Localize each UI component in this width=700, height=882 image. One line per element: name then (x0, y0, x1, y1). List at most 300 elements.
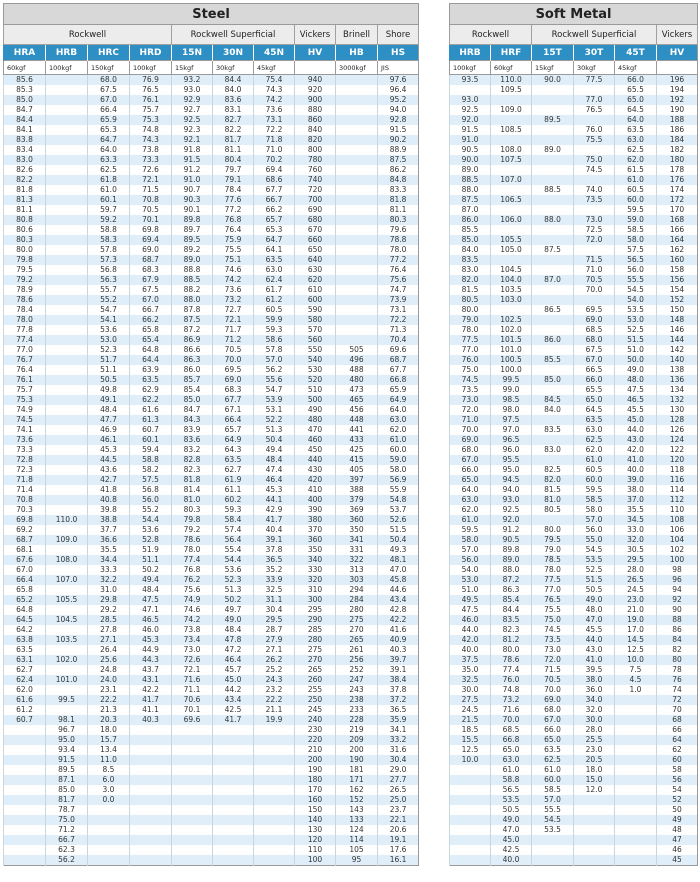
table-cell: 80.0 (532, 525, 574, 535)
table-cell: 60.1 (88, 195, 130, 205)
table-cell (46, 115, 88, 125)
table-cell: 68.7 (130, 255, 172, 265)
table-cell: 75.6 (172, 585, 213, 595)
table-cell (46, 165, 88, 175)
table-cell: 110 (657, 505, 698, 515)
table-cell (336, 285, 378, 295)
table-cell: 81.8 (4, 185, 46, 195)
table-cell: 47.0 (574, 615, 615, 625)
table-cell: 37.2 (378, 695, 419, 705)
table-cell: 73.0 (450, 395, 491, 405)
table-cell: 64.0 (615, 115, 657, 125)
table-row (450, 375, 698, 385)
table-row (450, 475, 698, 485)
table-row (4, 595, 419, 605)
soft-metal-column-header: HRF (491, 45, 532, 61)
table-cell: 55.6 (254, 375, 295, 385)
table-cell (46, 415, 88, 425)
table-cell: 83.6 (213, 95, 254, 105)
table-cell: 57.5 (615, 245, 657, 255)
table-cell: 46.9 (88, 425, 130, 435)
table-cell: 265 (336, 635, 378, 645)
table-row (450, 625, 698, 635)
table-cell: 77.5 (450, 335, 491, 345)
table-cell: 64.0 (88, 145, 130, 155)
table-cell (532, 265, 574, 275)
table-cell: 800 (295, 145, 336, 155)
table-cell (213, 795, 254, 805)
table-row (450, 365, 698, 375)
table-cell: 95.0 (46, 735, 88, 745)
table-cell: 82.2 (213, 125, 254, 135)
table-cell: 52.5 (615, 325, 657, 335)
table-cell: 33.0 (615, 525, 657, 535)
table-cell: 53.9 (254, 395, 295, 405)
table-cell (615, 845, 657, 855)
table-cell: 87.5 (450, 195, 491, 205)
table-row (450, 645, 698, 655)
table-cell (130, 795, 172, 805)
table-cell: 85.0 (4, 95, 46, 105)
table-cell: 97.5 (491, 415, 532, 425)
table-cell: 76.8 (213, 215, 254, 225)
table-cell: 58.4 (213, 515, 254, 525)
table-cell: 88.0 (532, 215, 574, 225)
table-cell (532, 285, 574, 295)
table-cell: 341 (336, 535, 378, 545)
steel-column-header-row (4, 45, 419, 61)
table-cell: 77.2 (213, 205, 254, 215)
table-cell: 71.2 (213, 335, 254, 345)
table-cell: 82.2 (4, 175, 46, 185)
table-cell: 64.8 (4, 605, 46, 615)
table-cell: 48.1 (378, 555, 419, 565)
table-cell: 73.2 (491, 695, 532, 705)
table-cell: 67.5 (130, 285, 172, 295)
table-cell (172, 765, 213, 775)
table-row (450, 245, 698, 255)
table-cell: 233 (336, 705, 378, 715)
table-cell: 74.9 (4, 405, 46, 415)
table-cell: 53.5 (615, 305, 657, 315)
table-cell: 38.0 (615, 485, 657, 495)
table-row (4, 825, 419, 835)
steel-column-header: HV (295, 45, 336, 61)
table-row (4, 765, 419, 775)
table-cell: 58.0 (574, 505, 615, 515)
table-cell: 63.1 (4, 655, 46, 665)
table-cell (46, 85, 88, 95)
table-row (450, 355, 698, 365)
table-cell (615, 765, 657, 775)
table-cell: 32.5 (450, 675, 491, 685)
table-cell: 41.7 (254, 515, 295, 525)
table-cell: 60.2 (213, 495, 254, 505)
table-row (450, 685, 698, 695)
table-cell: 74.2 (254, 95, 295, 105)
table-cell: 67.0 (532, 715, 574, 725)
table-cell: 80.3 (4, 235, 46, 245)
table-cell: 65.0 (532, 735, 574, 745)
table-cell: 27.1 (88, 635, 130, 645)
table-cell: 76.9 (130, 75, 172, 86)
table-cell: 49.5 (450, 595, 491, 605)
table-row (4, 335, 419, 345)
table-cell: 63.8 (4, 635, 46, 645)
table-cell: 152 (336, 795, 378, 805)
table-cell: 47.7 (88, 415, 130, 425)
table-cell: 320 (295, 575, 336, 585)
table-cell (172, 735, 213, 745)
table-row (450, 535, 698, 545)
table-cell (615, 835, 657, 845)
table-cell: 10.0 (615, 655, 657, 665)
table-cell (574, 815, 615, 825)
table-cell: 66.7 (130, 305, 172, 315)
soft-group-vickers: Vickers (657, 25, 698, 45)
table-cell: 109.0 (491, 105, 532, 115)
table-cell: 69.0 (574, 315, 615, 325)
table-cell: 96.5 (491, 435, 532, 445)
table-cell: 59.9 (254, 315, 295, 325)
table-cell: 550 (295, 345, 336, 355)
table-cell: 53.0 (615, 315, 657, 325)
table-cell: 69.5 (213, 365, 254, 375)
table-cell: 40.0 (450, 645, 491, 655)
table-cell: 62.9 (130, 385, 172, 395)
table-cell: 30.0 (450, 685, 491, 695)
table-cell: 56.2 (46, 855, 88, 866)
table-cell: 51.5 (378, 525, 419, 535)
table-cell: 72.5 (574, 225, 615, 235)
table-cell: 46.4 (213, 655, 254, 665)
table-cell (88, 835, 130, 845)
table-cell (46, 255, 88, 265)
table-cell (532, 295, 574, 305)
table-cell (46, 75, 88, 86)
table-cell: 496 (336, 355, 378, 365)
table-cell: 83.3 (378, 185, 419, 195)
table-cell: 51.0 (450, 585, 491, 595)
table-cell: 397 (336, 475, 378, 485)
table-cell: 78.4 (213, 185, 254, 195)
table-cell: 65.4 (130, 335, 172, 345)
table-cell: 331 (336, 545, 378, 555)
table-cell (46, 335, 88, 345)
table-cell: 67.1 (213, 405, 254, 415)
table-cell: 102.0 (491, 325, 532, 335)
table-row (4, 495, 419, 505)
table-cell: 76.7 (4, 355, 46, 365)
table-row (450, 775, 698, 785)
table-cell: 820 (295, 135, 336, 145)
table-row (4, 465, 419, 475)
table-row (4, 585, 419, 595)
table-cell: 64.2 (4, 625, 46, 635)
table-cell (336, 245, 378, 255)
table-cell (532, 345, 574, 355)
table-cell: 39.1 (378, 665, 419, 675)
table-cell: 56 (657, 775, 698, 785)
table-cell: 37.7 (88, 525, 130, 535)
table-cell: 61.7 (254, 285, 295, 295)
table-cell: 90.0 (450, 155, 491, 165)
table-cell: 68.0 (532, 705, 574, 715)
table-cell: 57.4 (213, 525, 254, 535)
table-cell: 62.2 (130, 395, 172, 405)
table-cell: 87.8 (172, 305, 213, 315)
table-cell: 63.0 (574, 425, 615, 435)
table-cell: 49.4 (254, 445, 295, 455)
table-cell: 56.0 (574, 525, 615, 535)
table-cell: 53.5 (491, 795, 532, 805)
table-cell: 107.0 (491, 175, 532, 185)
table-cell: 49.0 (491, 815, 532, 825)
table-cell: 128 (657, 415, 698, 425)
table-cell (130, 785, 172, 795)
table-cell: 88.0 (450, 185, 491, 195)
table-cell: 63.5 (4, 645, 46, 655)
table-cell: 59.5 (574, 485, 615, 495)
table-cell: 50.4 (378, 535, 419, 545)
table-cell (532, 95, 574, 105)
table-cell: 55.0 (574, 535, 615, 545)
table-cell (4, 735, 46, 745)
table-cell: 200 (336, 745, 378, 755)
table-cell: 219 (336, 725, 378, 735)
table-cell: 500 (295, 395, 336, 405)
table-cell: 60 (657, 755, 698, 765)
table-cell (46, 105, 88, 115)
table-cell: 56.5 (491, 785, 532, 795)
table-cell: 192 (657, 95, 698, 105)
table-cell: 46.4 (254, 475, 295, 485)
table-cell: 100.5 (491, 355, 532, 365)
table-cell: 67.0 (88, 95, 130, 105)
table-cell: 23.7 (378, 805, 419, 815)
table-cell: 51.0 (615, 345, 657, 355)
table-cell: 22.2 (254, 695, 295, 705)
table-row (4, 695, 419, 705)
table-cell: 78.8 (378, 235, 419, 245)
table-row (450, 825, 698, 835)
table-cell: 75.5 (574, 135, 615, 145)
table-cell: 52.8 (130, 535, 172, 545)
table-cell: 27.8 (88, 625, 130, 635)
table-cell (532, 85, 574, 95)
steel-group-rockwell-superficial: Rockwell Superficial (172, 25, 295, 45)
table-cell: 73.3 (130, 155, 172, 165)
table-cell: 64.4 (130, 355, 172, 365)
table-cell: 49.4 (130, 575, 172, 585)
table-cell: 88.2 (172, 285, 213, 295)
table-row (4, 265, 419, 275)
table-cell: 72.1 (213, 315, 254, 325)
table-row (450, 235, 698, 245)
table-cell (336, 185, 378, 195)
table-cell: 75.3 (4, 395, 46, 405)
table-cell: 91.5 (46, 755, 88, 765)
table-cell: 47.5 (450, 605, 491, 615)
table-cell: 85.0 (46, 785, 88, 795)
table-row (450, 215, 698, 225)
table-cell: 88.8 (172, 265, 213, 275)
table-cell: 85.4 (491, 595, 532, 605)
table-cell: 310 (295, 585, 336, 595)
table-cell (172, 835, 213, 845)
table-cell: 94.0 (378, 105, 419, 115)
table-cell: 26.5 (615, 575, 657, 585)
table-cell: 340 (295, 555, 336, 565)
table-cell: 74.5 (532, 625, 574, 635)
table-cell: 29.8 (88, 595, 130, 605)
table-cell: 46.5 (130, 615, 172, 625)
table-cell: 44.0 (615, 425, 657, 435)
table-cell: 590 (295, 305, 336, 315)
table-cell: 124 (657, 435, 698, 445)
table-row (450, 565, 698, 575)
table-cell (450, 855, 491, 866)
table-cell: 32.0 (615, 535, 657, 545)
table-cell: 280 (336, 605, 378, 615)
table-cell: 82.6 (4, 165, 46, 175)
table-cell: 140 (657, 355, 698, 365)
table-cell: 252 (336, 665, 378, 675)
table-cell: 53.0 (88, 335, 130, 345)
table-cell: 76.5 (532, 595, 574, 605)
table-cell: 52.3 (213, 575, 254, 585)
table-cell: 80.6 (4, 225, 46, 235)
table-cell (46, 205, 88, 215)
table-cell: 166 (657, 225, 698, 235)
table-cell: 73.8 (130, 145, 172, 155)
table-row (4, 135, 419, 145)
table-row (4, 215, 419, 225)
table-cell: 74.6 (172, 605, 213, 615)
table-cell: 29.2 (88, 605, 130, 615)
table-cell: 80.3 (172, 505, 213, 515)
table-cell: 71.2 (46, 825, 88, 835)
table-cell: 45.5 (615, 405, 657, 415)
table-cell (46, 665, 88, 675)
table-cell (532, 175, 574, 185)
table-cell: 188 (657, 115, 698, 125)
table-cell: 58.8 (88, 225, 130, 235)
table-cell: 18.5 (450, 725, 491, 735)
steel-group-brinell: Brinell (336, 25, 378, 45)
table-cell: 118 (657, 465, 698, 475)
table-cell: 63.0 (615, 135, 657, 145)
table-cell: 45.7 (213, 665, 254, 675)
table-cell: 78.7 (46, 805, 88, 815)
table-cell: 238 (336, 695, 378, 705)
table-cell: 71.8 (254, 135, 295, 145)
table-row (4, 85, 419, 95)
table-row (4, 565, 419, 575)
table-row (4, 805, 419, 815)
table-cell (336, 265, 378, 275)
table-cell: 25.2 (254, 665, 295, 675)
table-cell: 35.2 (254, 565, 295, 575)
table-cell: 76.2 (172, 575, 213, 585)
table-cell: 40.0 (491, 855, 532, 866)
table-cell (615, 695, 657, 705)
table-cell: 12.0 (574, 785, 615, 795)
table-cell: 57.3 (88, 255, 130, 265)
table-cell: 54.0 (615, 295, 657, 305)
table-cell: 85.3 (4, 85, 46, 95)
table-cell: 84.8 (378, 175, 419, 185)
table-row (450, 415, 698, 425)
table-cell: 520 (295, 375, 336, 385)
table-cell: 154 (657, 285, 698, 295)
table-cell: 58.8 (130, 455, 172, 465)
table-cell: 36.0 (574, 685, 615, 695)
table-cell (46, 625, 88, 635)
table-row (4, 845, 419, 855)
table-cell: 14.5 (615, 635, 657, 645)
table-cell: 60.5 (254, 305, 295, 315)
table-cell: 100.0 (491, 365, 532, 375)
steel-column-header: 15N (172, 45, 213, 61)
table-cell: 43.6 (88, 465, 130, 475)
table-cell: 89.5 (532, 115, 574, 125)
table-row (450, 855, 698, 866)
table-cell: 89.0 (450, 165, 491, 175)
table-row (4, 675, 419, 685)
table-cell (4, 725, 46, 735)
table-cell: 460 (295, 435, 336, 445)
table-cell: 110 (295, 845, 336, 855)
table-cell: 86.9 (172, 335, 213, 345)
table-cell: 255 (295, 685, 336, 695)
table-cell (254, 745, 295, 755)
steel-group-shore: Shore (378, 25, 419, 45)
table-cell: 47.4 (254, 465, 295, 475)
table-cell: 243 (336, 685, 378, 695)
table-cell: 75.7 (130, 105, 172, 115)
table-cell: 81.7 (46, 795, 88, 805)
steel-column-header: HRD (130, 45, 172, 61)
table-cell: 44.3 (130, 655, 172, 665)
table-cell: 65.0 (615, 95, 657, 105)
soft-metal-column-header: HRB (450, 45, 491, 61)
table-cell: 66.0 (574, 375, 615, 385)
table-cell (491, 95, 532, 105)
steel-unit-cell: 15kgf (172, 61, 213, 75)
table-cell: 270 (336, 625, 378, 635)
table-cell: 85.4 (172, 385, 213, 395)
table-cell: 66.0 (450, 465, 491, 475)
table-cell: 62.0 (378, 425, 419, 435)
table-cell: 79.5 (4, 265, 46, 275)
table-cell: 62 (657, 745, 698, 755)
table-cell: 64.3 (213, 445, 254, 455)
table-cell: 900 (295, 95, 336, 105)
table-cell: 44.0 (574, 635, 615, 645)
table-cell (130, 775, 172, 785)
table-cell: 76.5 (130, 85, 172, 95)
table-row (450, 225, 698, 235)
table-cell: 81.7 (213, 135, 254, 145)
table-cell: 78.9 (4, 285, 46, 295)
table-cell: 65.2 (4, 595, 46, 605)
table-cell: 56.8 (130, 485, 172, 495)
table-cell: 15.7 (88, 735, 130, 745)
table-cell (4, 825, 46, 835)
table-cell: 69.0 (450, 435, 491, 445)
table-row (4, 415, 419, 425)
